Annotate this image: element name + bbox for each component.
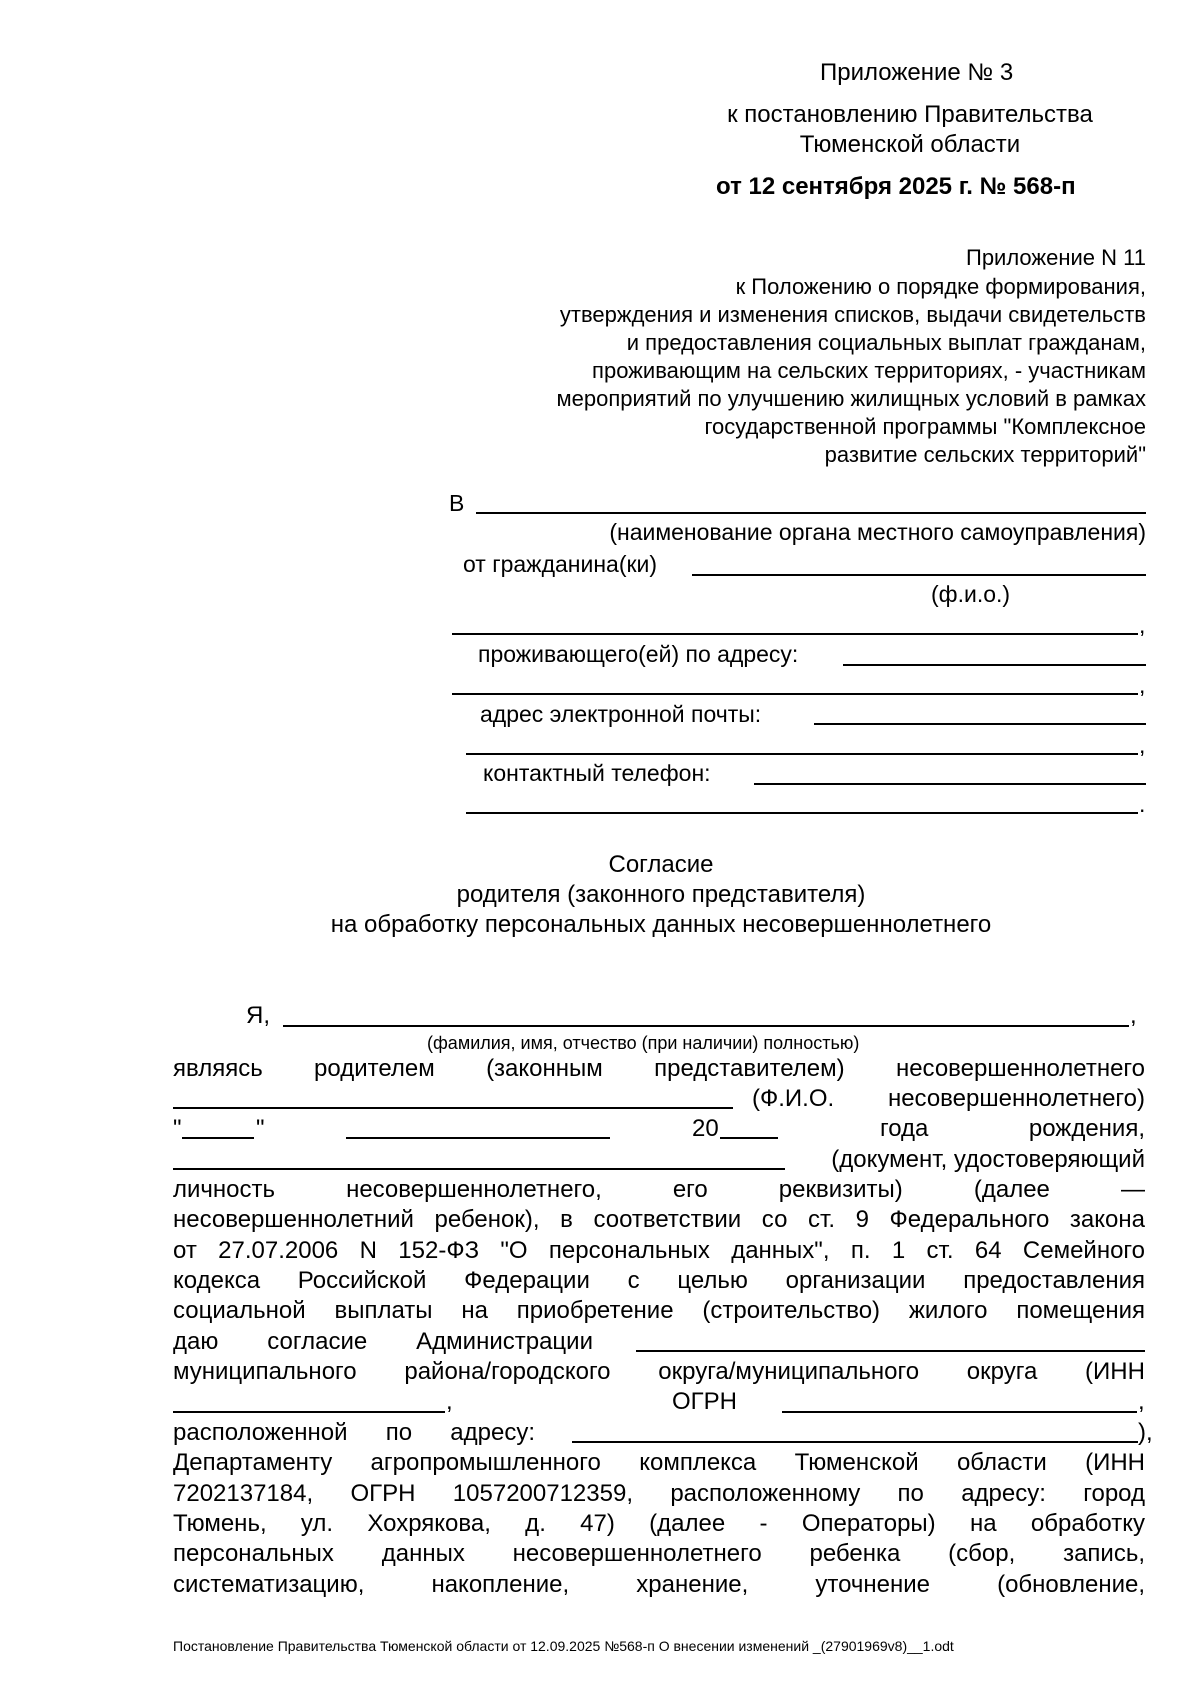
fio-full-hint: (фамилия, имя, отчество (при наличии) полностью) [427,1033,860,1053]
body-line-16: Тюмень, ул. Хохрякова, д. 47) (далее - Операторы) на обработку [173,1510,1145,1537]
word: (далее [973,1176,1050,1203]
doc-title-line3: на обработку персональных данных несовершеннолетнего [330,911,992,938]
word: (Ф.И.О. [752,1085,835,1112]
ogrn-blank[interactable] [782,1411,1137,1413]
birth-day-blank[interactable] [182,1137,254,1139]
document-hint: (документ, удостоверяющий [831,1146,1145,1173]
email-blank-2[interactable] [466,753,1138,755]
ogrn-label: ОГРН [672,1388,738,1415]
birth-label [880,1114,1145,1144]
word: даю [173,1328,219,1355]
body-line-11 [173,1357,1145,1387]
word: его [672,1176,708,1203]
appendix11-line: развитие сельских территорий" [824,442,1146,467]
quote-open: " [173,1115,182,1142]
citizen-name-blank-2[interactable] [452,633,1138,635]
address-blank[interactable] [843,664,1146,666]
appendix11-line: и предоставления социальных выплат гражданам, [626,330,1146,355]
phone-label: контактный телефон: [483,760,711,786]
from-label: от гражданина(ки) [463,551,658,577]
body-line-18: систематизацию, накопление, хранение, уточнение (обновление, [173,1571,1145,1598]
phone-blank-2[interactable] [466,812,1138,814]
authority-hint: (наименование органа местного самоуправления) [609,519,1146,545]
body-line-9: социальной выплаты на приобретение (строительство) жилого помещения [173,1297,1145,1324]
body-line-17: персональных данных несовершеннолетнего ребенка (сбор, запись, [173,1540,1145,1567]
appendix11-title: Приложение N 11 [966,245,1146,270]
word: муниципального [173,1358,357,1385]
paren-close: ), [1138,1419,1153,1446]
body-line-1 [173,1054,1145,1084]
phone-blank[interactable] [754,783,1146,785]
body-line-2 [752,1084,1145,1114]
i-prefix: Я, [246,1002,270,1029]
comma: , [1139,732,1146,758]
parent-fio-blank[interactable] [283,1025,1129,1027]
word: расположенной [173,1419,348,1446]
word: несовершеннолетнего) [887,1085,1145,1112]
body-line-10 [173,1327,593,1357]
body-line-13 [173,1418,535,1448]
appendix11-line: проживающим на сельских территориях, - участникам [592,358,1146,383]
birth-year-blank[interactable] [720,1137,778,1139]
doc-title-line1: Согласие [608,851,714,878]
appendix-number: Приложение № 3 [820,59,1014,86]
word: округа/муниципального [658,1358,920,1385]
authority-blank[interactable] [476,512,1146,514]
to-prefix: В [449,490,465,516]
doc-title-line2: родителя (законного представителя) [456,881,866,908]
word: адресу: [450,1419,535,1446]
appendix11-line: государственной программы "Комплексное [704,414,1146,439]
citizen-name-blank[interactable] [692,574,1146,576]
administration-address-blank[interactable] [572,1441,1138,1443]
resolution-date-number: от 12 сентября 2025 г. № 568-п [716,173,1076,200]
appendix11-line: утверждения и изменения списков, выдачи свидетельств [559,302,1146,327]
word: года [880,1115,929,1142]
resolution-ref-line1: к постановлению Правительства [727,101,1093,128]
i-suffix: , [1130,1002,1137,1029]
body-line-8: кодекса Российской Федерации с целью организации предоставления [173,1267,1145,1294]
quote-close: " [256,1115,265,1142]
fio-hint: (ф.и.о.) [931,581,1011,607]
comma: , [446,1388,453,1415]
administration-name-blank[interactable] [636,1350,1145,1352]
email-label: адрес электронной почты: [480,701,762,727]
birth-month-blank[interactable] [346,1137,610,1139]
word: родителем [314,1055,435,1082]
appendix11-line: мероприятий по улучшению жилищных условий в рамках [556,386,1146,411]
word: — [1120,1176,1145,1203]
period: . [1139,791,1146,817]
comma: , [1139,612,1146,638]
inn-blank[interactable] [173,1411,445,1413]
comma: , [1138,1388,1145,1415]
file-footer: Постановление Правительства Тюменской области от 12.09.2025 №568-п О внесении изменений _(27901969v8)__1.odt [173,1638,954,1654]
child-fio-blank[interactable] [173,1107,733,1109]
email-blank[interactable] [814,723,1146,725]
century-prefix: 20 [692,1115,719,1142]
address-blank-2[interactable] [452,693,1138,695]
appendix11-line: к Положению о порядке формирования, [735,274,1146,299]
word: округа [966,1358,1038,1385]
child-document-blank[interactable] [173,1168,785,1170]
word: несовершеннолетнего, [346,1176,602,1203]
word: несовершеннолетнего [895,1055,1145,1082]
word: реквизиты) [778,1176,903,1203]
word: являясь [173,1055,263,1082]
body-line-5 [173,1175,1145,1205]
word: Администрации [416,1328,593,1355]
word: рождения, [1028,1115,1145,1142]
body-line-7: от 27.07.2006 N 152-ФЗ "О персональных данных", п. 1 ст. 64 Семейного [173,1237,1145,1264]
resolution-ref-line2: Тюменской области [799,131,1021,158]
word: по [385,1419,413,1446]
comma: , [1139,672,1146,698]
address-label: проживающего(ей) по адресу: [478,641,799,667]
body-line-15: 7202137184, ОГРН 1057200712359, расположенному по адресу: город [173,1480,1145,1507]
word: района/городского [404,1358,611,1385]
word: представителем) [654,1055,845,1082]
body-line-14: Департаменту агропромышленного комплекса Тюменской области (ИНН [173,1449,1145,1476]
word: согласие [267,1328,368,1355]
word: (законным [486,1055,603,1082]
word: личность [173,1176,276,1203]
word: (ИНН [1085,1358,1145,1385]
body-line-6: несовершеннолетний ребенок), в соответствии со ст. 9 Федерального закона [173,1206,1145,1233]
